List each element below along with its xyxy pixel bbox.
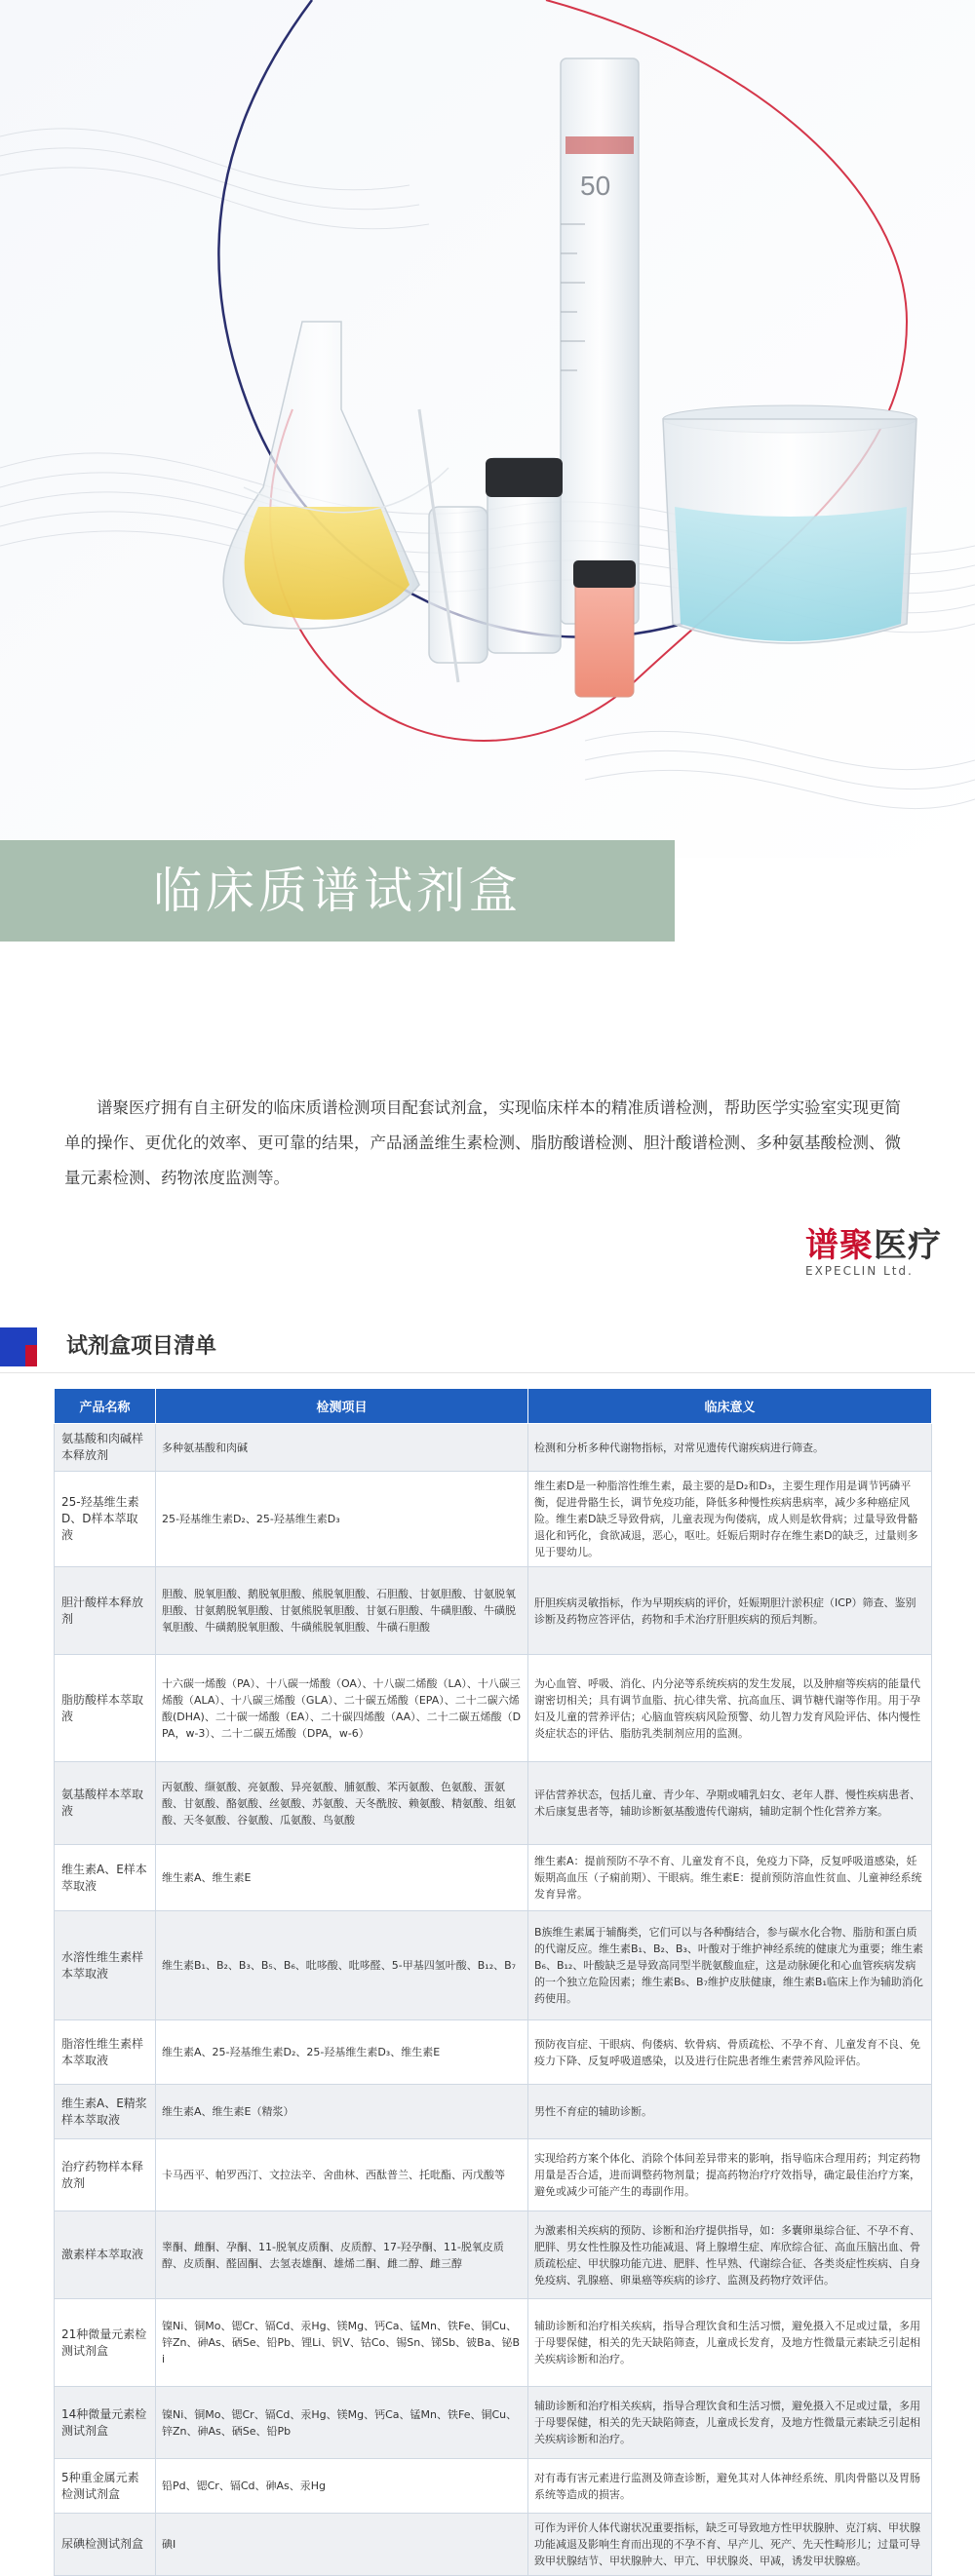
test-items: 胆酸、脱氧胆酸、鹅脱氧胆酸、熊脱氧胆酸、石胆酸、甘氨胆酸、甘氨脱氧胆酸、甘氨鹅脱氧胆酸、甘氨熊脱氧胆酸、甘氨石胆酸、牛磺胆酸、牛磺脱氧胆酸、牛磺鹅脱氧胆酸、牛磺熊脱氧胆酸、牛磺石胆酸 — [156, 1567, 528, 1655]
logo-cn-red: 谱聚 — [805, 1226, 874, 1265]
product-name: 氨基酸和肉碱样本释放剂 — [55, 1424, 156, 1472]
product-name: 维生素A、E样本萃取液 — [55, 1845, 156, 1911]
product-name: 14种微量元素检测试剂盒 — [55, 2387, 156, 2459]
test-items: 镍Ni、铜Mo、锶Cr、镉Cd、汞Hg、镁Mg、钙Ca、锰Mn、铁Fe、铜Cu、锌Zn、砷As、硒Se、铅Pb — [156, 2387, 528, 2459]
product-name: 胆汁酸样本释放剂 — [55, 1567, 156, 1655]
clinical-meaning: 辅助诊断和治疗相关疾病，指导合理饮食和生活习惯，避免摄入不足或过量，多用于母婴保健，相关的先天缺陷筛查，儿童成长发育，及地方性微量元素缺乏引起相关疾病诊断和治疗。 — [528, 2299, 932, 2387]
table-header-row — [55, 1389, 932, 1424]
table-row — [55, 2299, 932, 2387]
hero-image — [0, 0, 975, 858]
test-items: 十六碳一烯酸（PA）、十八碳一烯酸（OA）、十八碳二烯酸（LA）、十八碳三烯酸（ALA）、十八碳三烯酸（GLA）、二十碳五烯酸（EPA）、二十二碳六烯酸(DHA)、二十碳一烯酸（EA）、二十碳四烯酸（AA）、二十二碳五烯酸（DPA，w-3）、二十二碳五烯酸（DPA，w-6） — [156, 1655, 528, 1762]
test-items: 卡马西平、帕罗西汀、文拉法辛、舍曲林、西酞普兰、托吡酯、丙戊酸等 — [156, 2139, 528, 2211]
header-test-items: 检测项目 — [156, 1389, 528, 1424]
product-name: 5种重金属元素检测试剂盒 — [55, 2459, 156, 2514]
table-row — [55, 1655, 932, 1762]
product-name: 脂肪酸样本萃取液 — [55, 1655, 156, 1762]
test-items: 睾酮、雌酮、孕酮、11-脱氧皮质酮、皮质醇、17-羟孕酮、11-脱氧皮质醇、皮质酮、醛固酮、去氢表雄酮、雄烯二酮、雌二醇、雌三醇 — [156, 2211, 528, 2299]
test-items: 维生素A、维生素E — [156, 1845, 528, 1911]
table-row — [55, 2211, 932, 2299]
clinical-meaning: 检测和分析多种代谢物指标，对常见遗传代谢疾病进行筛查。 — [528, 1424, 932, 1472]
intro-paragraph: 谱聚医疗拥有自主研发的临床质谱检测项目配套试剂盒，实现临床样本的精准质谱检测，帮助医学实验室实现更简单的操作、更优化的效率、更可靠的结果，产品涵盖维生素检测、脂肪酸谱检测、胆汁酸谱检测、多种氨基酸检测、微量元素检测、药物浓度监测等。 — [64, 1097, 901, 1187]
product-name: 21种微量元素检测试剂盒 — [55, 2299, 156, 2387]
company-logo — [805, 1218, 952, 1278]
section-title: 试剂盒项目清单 — [66, 1334, 217, 1359]
test-items: 维生素A、维生素E（精浆） — [156, 2085, 528, 2139]
table-row — [55, 2085, 932, 2139]
product-name: 尿碘检测试剂盒 — [55, 2514, 156, 2576]
table-row — [55, 1762, 932, 1845]
product-name: 氨基酸样本萃取液 — [55, 1762, 156, 1845]
test-items: 多种氨基酸和肉碱 — [156, 1424, 528, 1472]
clinical-meaning: 可作为评价人体代谢状况重要指标，缺乏可导致地方性甲状腺肿、克汀病、甲状腺功能减退及影响生育而出现的不孕不育、早产儿、死产、先天性畸形儿；过量可导致甲状腺结节、甲状腺肿大、甲亢、甲状腺炎、甲减，诱发甲状腺癌。 — [528, 2514, 932, 2576]
product-table — [54, 1388, 932, 2576]
clinical-meaning: 为激素相关疾病的预防、诊断和治疗提供指导，如：多囊卵巢综合征、不孕不育、肥胖、男女性性腺及性功能减退、肾上腺增生症、库欣综合征、高血压脑出血、骨质疏松症、甲状腺功能亢进、肥胖、性早熟、代谢综合征、各类炎症性疾病、自身免疫病、乳腺癌、卵巢癌等疾病的诊疗、监测及药物疗效评估。 — [528, 2211, 932, 2299]
table-row — [55, 1911, 932, 2020]
table-row — [55, 1472, 932, 1567]
test-items: 丙氨酸、缬氨酸、亮氨酸、异亮氨酸、脯氨酸、苯丙氨酸、色氨酸、蛋氨酸、甘氨酸、酪氨酸、丝氨酸、苏氨酸、天冬酰胺、赖氨酸、精氨酸、组氨酸、天冬氨酸、谷氨酸、瓜氨酸、鸟氨酸 — [156, 1762, 528, 1845]
svg-text:50: 50 — [580, 171, 611, 201]
product-name: 治疗药物样本释放剂 — [55, 2139, 156, 2211]
section-divider — [0, 1372, 975, 1373]
product-name: 25-羟基维生素D、D样本萃取液 — [55, 1472, 156, 1567]
clinical-meaning: 男性不育症的辅助诊断。 — [528, 2085, 932, 2139]
section-marker-accent-icon — [25, 1345, 37, 1366]
clinical-meaning: 实现给药方案个体化、消除个体间差异带来的影响，指导临床合理用药；判定药物用量是否合适，进而调整药物剂量；提高药物治疗疗效指导，确定最佳治疗方案，避免或减少可能产生的毒副作用。 — [528, 2139, 932, 2211]
clinical-meaning: 肝胆疾病灵敏指标，作为早期疾病的评价，妊娠期胆汁淤积症（ICP）筛查、鉴别诊断及药物应答评估，药物和手术治疗肝胆疾病的预后判断。 — [528, 1567, 932, 1655]
product-name: 维生素A、E精浆样本萃取液 — [55, 2085, 156, 2139]
clinical-meaning: 预防夜盲症、干眼病、佝偻病、软骨病、骨质疏松、不孕不育、儿童发育不良、免疫力下降、反复呼吸道感染，以及进行住院患者维生素营养风险评估。 — [528, 2020, 932, 2085]
clinical-meaning: 维生素A：提前预防不孕不育、儿童发育不良，免疫力下降，反复呼吸道感染，妊娠期高血压（子痫前期）、干眼病。维生素E：提前预防溶血性贫血、儿童神经系统发育异常。 — [528, 1845, 932, 1911]
page-title: 临床质谱试剂盒 — [153, 863, 522, 919]
table-row — [55, 1424, 932, 1472]
test-items: 维生素B₁、B₂、B₃、B₅、B₆、吡哆酸、吡哆醛、5-甲基四氢叶酸、B₁₂、B₇ — [156, 1911, 528, 2020]
logo-cn-dark: 医疗 — [874, 1226, 942, 1265]
test-items: 铅Pd、锶Cr、镉Cd、砷As、汞Hg — [156, 2459, 528, 2514]
clinical-meaning: 辅助诊断和治疗相关疾病，指导合理饮食和生活习惯，避免摄入不足或过量，多用于母婴保健，相关的先天缺陷筛查，儿童成长发育，及地方性微量元素缺乏引起相关疾病诊断和治疗。 — [528, 2387, 932, 2459]
lab-glassware-illustration — [0, 0, 975, 858]
clinical-meaning: 维生素D是一种脂溶性维生素，最主要的是D₂和D₃，主要生理作用是调节钙磷平衡，促进骨骼生长，调节免疫功能，降低多种慢性疾病患病率，减少多种癌症风险。维生素D缺乏导致骨病，儿童表现为佝偻病，成人则是软骨病；过量导致骨骼退化和钙化，食欲减退，恶心，呕吐。妊娠后期时存在维生素D的缺乏，过量则多见于婴幼儿。 — [528, 1472, 932, 1567]
test-items: 镍Ni、铜Mo、锶Cr、镉Cd、汞Hg、镁Mg、钙Ca、锰Mn、铁Fe、铜Cu、锌Zn、砷As、硒Se、铅Pb、锂Li、钒V、钴Co、锡Sn、锑Sb、铍Ba、铋Bi — [156, 2299, 528, 2387]
logo-en: EXPECLIN Ltd. — [805, 1264, 914, 1278]
table-row — [55, 2020, 932, 2085]
table-row — [55, 2139, 932, 2211]
test-items: 25-羟基维生素D₂、25-羟基维生素D₃ — [156, 1472, 528, 1567]
product-name: 水溶性维生素样本萃取液 — [55, 1911, 156, 2020]
table-row — [55, 2387, 932, 2459]
product-name: 脂溶性维生素样本萃取液 — [55, 2020, 156, 2085]
clinical-meaning: 为心血管、呼吸、消化、内分泌等系统疾病的发生发展，以及肿瘤等疾病的能量代谢密切相关；具有调节血脂、抗心律失常、抗高血压、调节糖代谢等作用。用于孕妇及儿童的营养评估；心脑血管疾病风险预警、幼儿智力发育风险评估、体内慢性炎症状态的评估、脂肪乳类制剂应用的监测。 — [528, 1655, 932, 1762]
header-product-name: 产品名称 — [55, 1389, 156, 1424]
product-name: 激素样本萃取液 — [55, 2211, 156, 2299]
header-clinical-meaning: 临床意义 — [528, 1389, 932, 1424]
table-row — [55, 1845, 932, 1911]
clinical-meaning: 对有毒有害元素进行监测及筛查诊断，避免其对人体神经系统、肌肉骨骼以及胃肠系统等造成的损害。 — [528, 2459, 932, 2514]
table-row — [55, 1567, 932, 1655]
table-row — [55, 2459, 932, 2514]
test-items: 碘I — [156, 2514, 528, 2576]
test-items: 维生素A、25-羟基维生素D₂、25-羟基维生素D₃、维生素E — [156, 2020, 528, 2085]
section-header — [0, 1327, 975, 1366]
table-row — [55, 2514, 932, 2576]
clinical-meaning: 评估营养状态，包括儿童、青少年、孕期或哺乳妇女、老年人群、慢性疾病患者、术后康复患者等，辅助诊断氨基酸遗传代谢病，辅助定制个性化营养方案。 — [528, 1762, 932, 1845]
clinical-meaning: B族维生素属于辅酶类，它们可以与各种酶结合，参与碳水化合物、脂肪和蛋白质的代谢反应。维生素B₁、B₂、B₃、叶酸对于维护神经系统的健康尤为重要；维生素B₆、B₁₂、叶酸缺乏是导致高同型半胱氨酸血症，这是动脉硬化和心血管疾病发病的一个独立危险因素；维生素B₅、B₇维护皮肤健康，维生素B₁临床上作为辅助消化药使用。 — [528, 1911, 932, 2020]
